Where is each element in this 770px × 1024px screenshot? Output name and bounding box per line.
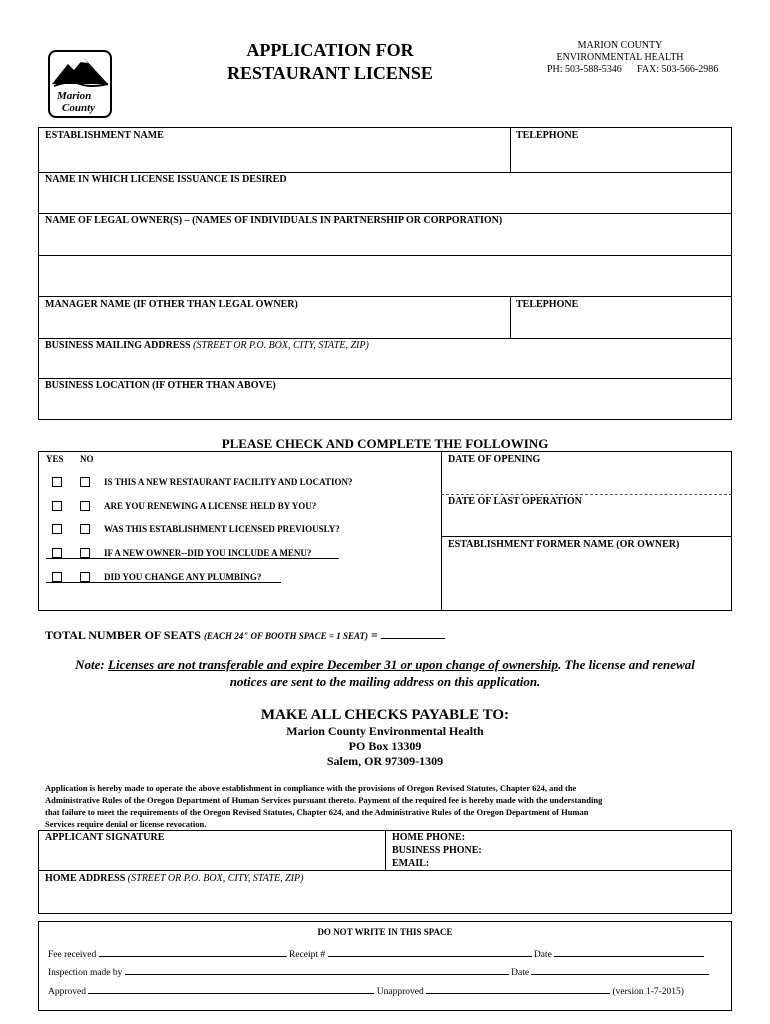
q2-label: ARE YOU RENEWING A LICENSE HELD BY YOU? (104, 501, 317, 511)
mailing-address-label: BUSINESS MAILING ADDRESS (45, 340, 191, 351)
email-field[interactable]: EMAIL: (392, 858, 430, 869)
mailing-address-hint: (STREET OR P.O. BOX, CITY, STATE, ZIP) (193, 340, 369, 351)
agency-line-1: MARION COUNTY (577, 40, 663, 51)
note-underlined: Licenses are not transferable and expire December 31 or upon change of ownership (108, 657, 558, 672)
agency-line-2: ENVIRONMENTAL HEALTH (556, 52, 684, 63)
q1-yes-checkbox[interactable] (52, 477, 62, 487)
note-rest: . The license and renewal (557, 657, 695, 672)
checklist-heading: PLEASE CHECK AND COMPLETE THE FOLLOWING (221, 436, 549, 451)
q5-label: DID YOU CHANGE ANY PLUMBING? (104, 572, 262, 582)
no-column-label: NO (80, 454, 94, 464)
q1-label: IS THIS A NEW RESTAURANT FACILITY AND LOCATION? (104, 477, 353, 487)
checks-line-3: Salem, OR 97309-1309 (326, 754, 444, 768)
q1-no-checkbox[interactable] (80, 477, 90, 487)
inspection-input[interactable] (125, 974, 509, 975)
logo-text-marion: Marion (57, 90, 92, 102)
version-label: (version 1-7-2015) (612, 987, 684, 997)
telephone-field[interactable]: TELEPHONE (516, 130, 579, 141)
statement-line-1: Application is hereby made to operate the above establishment in compliance with the provisions of Oregon Revised Statutes, Chapter 624, and the (45, 783, 577, 793)
former-name-field[interactable]: ESTABLISHMENT FORMER NAME (OR OWNER) (448, 539, 680, 550)
approved-label: Approved (48, 987, 86, 997)
agency-phone: PH: 503-588-5346 (547, 64, 622, 75)
q2-no-checkbox[interactable] (80, 501, 90, 511)
inspection-label: Inspection made by (48, 968, 123, 978)
q3-label: WAS THIS ESTABLISHMENT LICENSED PREVIOUSLY? (104, 524, 340, 534)
logo-text-county: County (62, 102, 96, 114)
note-line-1 (30, 657, 740, 673)
title-line-1: APPLICATION FOR (246, 40, 414, 60)
statement-line-4: Services require denial or license revocation. (45, 819, 207, 829)
business-location-field[interactable]: BUSINESS LOCATION (IF OTHER THAN ABOVE) (45, 380, 276, 391)
date-2-label: Date (511, 968, 530, 978)
business-phone-field[interactable]: BUSINESS PHONE: (392, 845, 482, 856)
office-row-2 (48, 968, 709, 978)
home-address-hint: (STREET OR P.O. BOX, CITY, STATE, ZIP) (127, 873, 304, 884)
license-name-field[interactable]: NAME IN WHICH LICENSE ISSUANCE IS DESIRED (45, 174, 287, 185)
date-of-last-operation-field[interactable]: DATE OF LAST OPERATION (448, 496, 582, 507)
yes-column-label: YES (46, 454, 64, 464)
q5-no-checkbox[interactable] (80, 572, 90, 582)
statement-line-3: that failure to meet the requirements of the Oregon Revised Statutes, Chapter 624, and the Administrative Rules of the Oregon Department of Human (45, 807, 589, 817)
home-address-label: HOME ADDRESS (45, 873, 126, 884)
checks-heading: MAKE ALL CHECKS PAYABLE TO: (260, 707, 510, 723)
q4-label: IF A NEW OWNER--DID YOU INCLUDE A MENU? (104, 548, 312, 558)
seats-label: TOTAL NUMBER OF SEATS (45, 628, 201, 642)
title-line-2: RESTAURANT LICENSE (227, 63, 433, 83)
q3-no-checkbox[interactable] (80, 524, 90, 534)
office-row-3 (48, 987, 684, 997)
q5-yes-checkbox[interactable] (52, 572, 62, 582)
q2-yes-checkbox[interactable] (52, 501, 62, 511)
seats-hint: (EACH 24" OF BOOTH SPACE = 1 SEAT) (203, 631, 369, 641)
manager-name-field[interactable]: MANAGER NAME (IF OTHER THAN LEGAL OWNER) (45, 299, 298, 310)
county-logo (48, 50, 112, 118)
receipt-label: Receipt # (289, 950, 326, 960)
fee-received-input[interactable] (99, 956, 287, 957)
note-line-2: notices are sent to the mailing address on this application. (229, 674, 541, 689)
legal-owners-field[interactable]: NAME OF LEGAL OWNER(S) – (NAMES OF INDIVIDUALS IN PARTNERSHIP OR CORPORATION) (45, 215, 503, 226)
q4-no-checkbox[interactable] (80, 548, 90, 558)
manager-telephone-field[interactable]: TELEPHONE (516, 299, 579, 310)
seats-row (45, 628, 445, 643)
establishment-name-field[interactable]: ESTABLISHMENT NAME (45, 130, 164, 141)
fee-received-label: Fee received (48, 950, 97, 960)
checks-line-2: PO Box 13309 (348, 739, 422, 753)
office-heading: DO NOT WRITE IN THIS SPACE (317, 927, 453, 937)
mailing-address-field[interactable] (45, 340, 369, 351)
q4-yes-checkbox[interactable] (52, 548, 62, 558)
note-prefix: Note: (75, 657, 105, 672)
approved-input[interactable] (88, 993, 374, 994)
seats-equals: = (371, 628, 378, 642)
home-address-field[interactable] (45, 873, 303, 884)
checks-line-1: Marion County Environmental Health (286, 724, 484, 738)
agency-fax: FAX: 503-566-2986 (637, 64, 719, 75)
date-1-input[interactable] (554, 956, 704, 957)
date-2-input[interactable] (531, 974, 709, 975)
unapproved-label: Unapproved (376, 987, 424, 997)
unapproved-input[interactable] (426, 993, 610, 994)
statement-line-2: Administrative Rules of the Oregon Department of Human Services pursuant thereto. Payment of the required fee is hereby made with the understanding (45, 795, 603, 805)
office-row-1 (48, 950, 704, 960)
applicant-signature-field[interactable]: APPLICANT SIGNATURE (45, 832, 165, 843)
receipt-input[interactable] (328, 956, 532, 957)
legal-owners-continued-field[interactable] (39, 256, 731, 295)
q3-yes-checkbox[interactable] (52, 524, 62, 534)
home-phone-field[interactable]: HOME PHONE: (392, 832, 466, 843)
date-of-opening-field[interactable]: DATE OF OPENING (448, 454, 541, 465)
mountain-logo-icon (50, 54, 110, 90)
date-1-label: Date (533, 950, 552, 960)
seats-input[interactable] (381, 638, 445, 639)
